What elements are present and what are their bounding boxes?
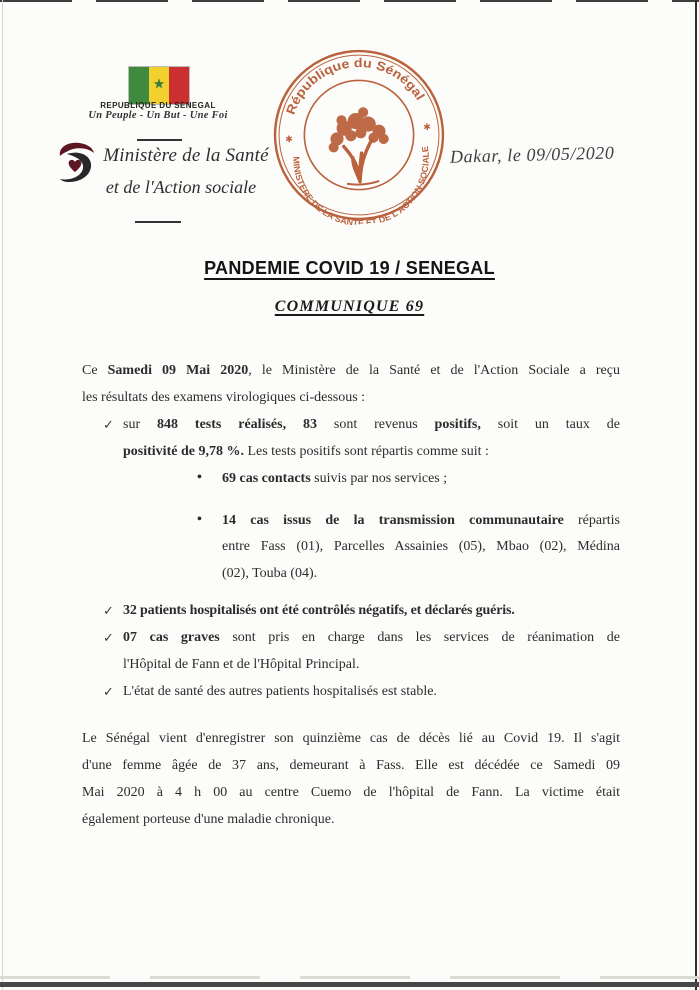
national-motto: Un Peuple - Un But - Une Foi [88, 110, 228, 121]
scan-edge-left [2, 0, 3, 990]
check-icon: ✓ [103, 603, 114, 619]
communique-number: COMMUNIQUE 69 [274, 298, 425, 315]
ministry-name-line1: Ministère de la Santé [103, 145, 269, 166]
divider [137, 139, 182, 141]
svg-text:République du Sénégal: République du Sénégal [283, 56, 427, 117]
baobab-tree-icon [325, 105, 392, 187]
bullet-icon: • [197, 469, 202, 485]
flag-red-stripe [169, 67, 189, 104]
flag-star-icon: ★ [152, 76, 166, 92]
stamp-separator-right: ✱ [422, 121, 432, 133]
list-item-cas-graves: ✓ 07 cas graves sont pris en charge dans les services de réanimation de l'Hôpital de Fann et de l'Hôpital Principal. [82, 625, 620, 679]
svg-text:MINISTERE DE LA SANTE ET DE L': MINISTERE DE LA SANTE ET DE L'ACTION SOCIALE [291, 145, 431, 229]
list-item-tests: ✓ sur 848 tests réalisés, 83 sont revenus positifs, soit un taux de positivité de 9,78 %. Les tests positifs sont répartis comme suit : [82, 412, 620, 466]
list-item-gueris: ✓ 32 patients hospitalisés ont été contrôlés négatifs, et déclarés guéris. [82, 598, 620, 625]
ministry-round-stamp [263, 39, 456, 232]
ministry-health-swoosh-icon [56, 141, 98, 187]
intro-paragraph: Ce Samedi 09 Mai 2020, le Ministère de la Santé et de l'Action Sociale a reçu les résultats des examens virologiques ci-dessous : [82, 363, 620, 405]
list-item-transmission-communautaire: • 14 cas issus de la transmission communautaire répartis entre Fass (01), Parcelles Assainies (05), Mbao (02), Médina (02), Touba (04). [82, 508, 620, 589]
place-date-line: Dakar, le 09/05/2020 [449, 142, 615, 167]
scan-edge-right [695, 0, 697, 990]
closing-paragraph: Le Sénégal vient d'enregistrer son quinzième cas de décès lié au Covid 19. Il s'agit d'une femme âgée de 37 ans, demeurant à Fass. Elle est décédée ce Samedi 09 Mai 2020 à 4 h 00 au centre Cuemo de l'hôpital de Fann. La victime était également porteuse d'une maladie chronique. [82, 730, 620, 827]
list-item-etat-stable: ✓ L'état de santé des autres patients hospitalisés est stable. [82, 679, 620, 706]
list-item-cas-contacts: • 69 cas contacts suivis par nos services ; [82, 466, 620, 493]
scan-edge-bottom-shadow [0, 976, 699, 979]
ministry-name-line2: et de l'Action sociale [105, 177, 257, 197]
check-icon: ✓ [103, 416, 114, 432]
check-icon: ✓ [103, 683, 114, 699]
republic-label: REPUBLIQUE DU SENEGAL [100, 101, 216, 110]
scan-edge-top [0, 0, 699, 2]
document-title: PANDEMIE COVID 19 / SENEGAL [204, 258, 495, 278]
check-icon: ✓ [103, 630, 114, 646]
senegal-flag-icon [128, 66, 190, 105]
divider [135, 221, 181, 223]
flag-yellow-stripe [149, 67, 169, 104]
document-body [82, 358, 620, 834]
bullet-icon: • [197, 511, 202, 527]
scan-edge-bottom [0, 982, 699, 987]
stamp-separator-left: ✱ [284, 133, 294, 145]
flag-green-stripe [129, 67, 149, 104]
